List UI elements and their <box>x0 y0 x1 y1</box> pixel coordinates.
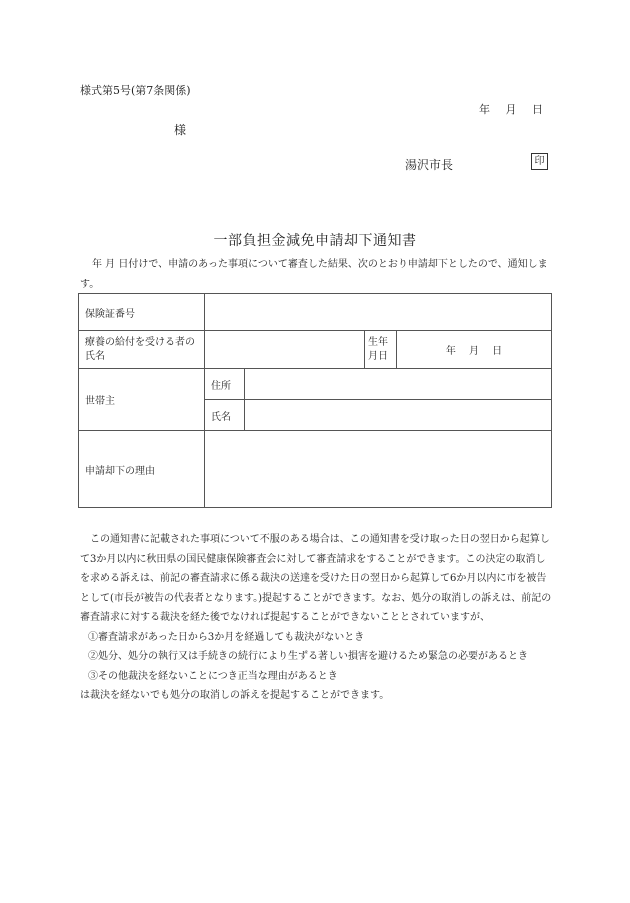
notes-closing: は裁決を経ないでも処分の取消しの訴えを提起することができます。 <box>80 690 390 701</box>
reason-label: 申請却下の理由 <box>79 431 205 508</box>
name-label: 氏名 <box>205 400 245 431</box>
table-row <box>79 294 552 331</box>
appeal-notes <box>80 530 552 706</box>
addressee-suffix: 様 <box>174 123 187 137</box>
issue-date: 年 月 日 <box>479 103 543 116</box>
notes-item: ②処分、処分の執行又は手続きの続行により生ずる著しい損害を避けるため緊急の必要があるとき <box>88 651 528 662</box>
issuer-name: 湯沢市長 <box>405 158 454 172</box>
notice-form-table <box>78 293 552 508</box>
table-row <box>79 431 552 508</box>
form-number: 様式第5号(第7条関係) <box>80 84 191 97</box>
intro-text: 年 月 日付けで、申請のあった事項について審査した結果、次のとおり申請却下としたので、通知します。 <box>80 259 548 290</box>
table-row <box>79 331 552 369</box>
birth-date-label: 生年月日 <box>365 331 397 369</box>
notes-item: ①審査請求があった日から3か月を経過しても裁決がないとき <box>88 631 365 643</box>
intro-paragraph <box>80 255 550 295</box>
address-label: 住所 <box>205 369 245 400</box>
address-value <box>245 369 552 400</box>
householder-label: 世帯主 <box>79 369 205 431</box>
notes-item: ③その他裁決を経ないことにつき正当な理由があるとき <box>88 670 338 682</box>
insurance-number-label: 保険証番号 <box>79 294 205 331</box>
table-row <box>79 369 552 400</box>
notes-paragraph: この通知書に記載された事項について不服のある場合は、この通知書を受け取った日の翌日から起算して3か月以内に秋田県の国民健康保険審査会に対して審査請求をすることができます。この決定の取消しを求める訴えは、前記の審査請求に係る裁決の送達を受けた日の翌日から起算して6か月以内に市を被告として(市長が被告の代表者となります。)提起することができます。なお、処分の取消しの訴えは、前記の審査請求に対する裁決を経た後でなければ提起することができないこととされていますが、 <box>80 534 552 623</box>
recipient-value <box>205 331 365 369</box>
seal-mark: 印 <box>531 153 548 170</box>
birth-date-value: 年 月 日 <box>397 331 552 369</box>
document-title: 一部負担金減免申請却下通知書 <box>213 233 417 249</box>
insurance-number-value <box>205 294 552 331</box>
reason-value <box>205 431 552 508</box>
name-value <box>245 400 552 431</box>
recipient-label: 療養の給付を受ける者の氏名 <box>79 331 205 369</box>
